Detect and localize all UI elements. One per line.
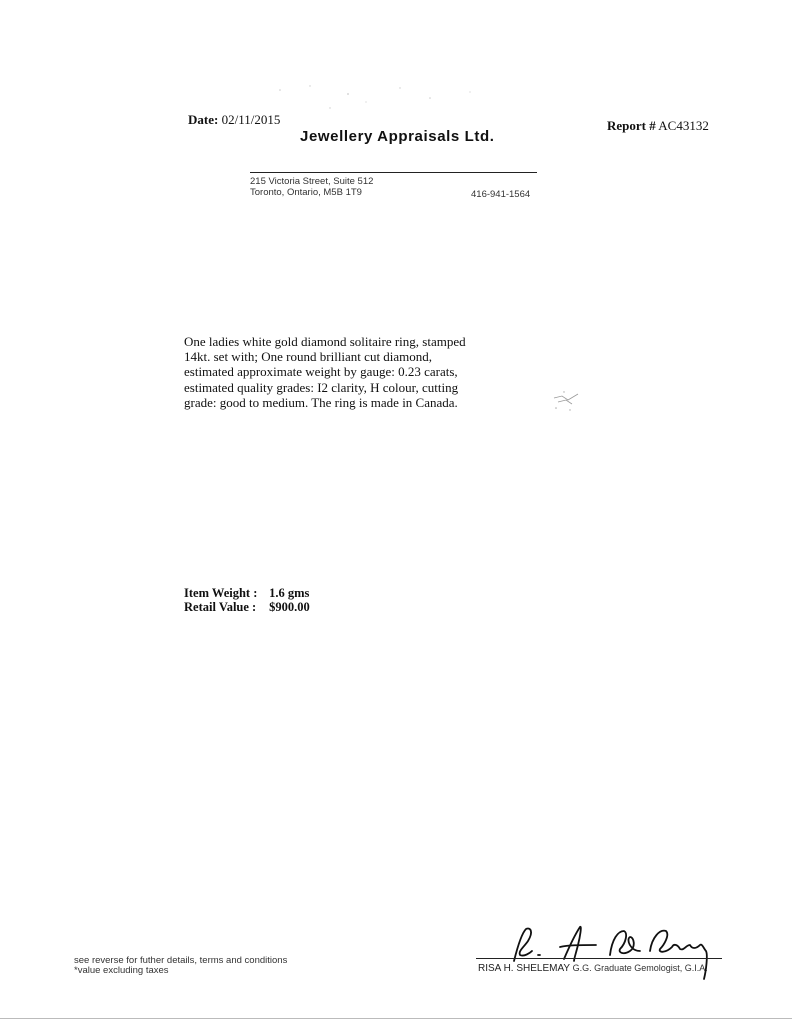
handwritten-signature: [500, 915, 740, 985]
footer-note-taxes: *value excluding taxes: [74, 965, 169, 976]
report-number-value: AC43132: [658, 118, 709, 133]
signer-title: G.G. Graduate Gemologist, G.I.A.: [572, 963, 708, 973]
date-value: 02/11/2015: [221, 112, 281, 127]
date-label: Date:: [188, 112, 219, 127]
phone-number: 416-941-1564: [471, 189, 531, 200]
item-description: One ladies white gold diamond solitaire ring, stamped 14kt. set with; One round brilliant cut diamond, estimated approximate weight by gauge: 0.23 carats, estimated quality grades: I2 clarity, H colour, cutting grade: good to medium. The ring is made in Canada.: [184, 334, 466, 410]
signer-block: [478, 963, 708, 974]
report-date: [188, 112, 280, 128]
report-label: Report #: [607, 118, 656, 133]
report-number: [607, 118, 709, 134]
item-weight-label: Item Weight :: [184, 586, 258, 600]
scan-mark: [548, 388, 584, 418]
footer-note-terms: see reverse for futher details, terms and conditions: [74, 955, 288, 966]
item-weight-row: [184, 586, 309, 601]
retail-value-label: Retail Value :: [184, 600, 257, 614]
address-line-1: 215 Victoria Street, Suite 512: [250, 176, 374, 187]
header-divider: [250, 172, 537, 173]
bottom-edge-line: [0, 1018, 792, 1019]
signature-line: [476, 958, 722, 959]
item-weight-value: 1.6 gms: [269, 586, 310, 600]
retail-value-amount: $900.00: [269, 600, 310, 614]
signer-name: RISA H. SHELEMAY: [478, 963, 570, 974]
retail-value-row: [184, 600, 310, 615]
scan-specks: [270, 80, 490, 120]
company-name: Jewellery Appraisals Ltd.: [300, 128, 495, 145]
address-line-2: Toronto, Ontario, M5B 1T9: [250, 187, 362, 198]
